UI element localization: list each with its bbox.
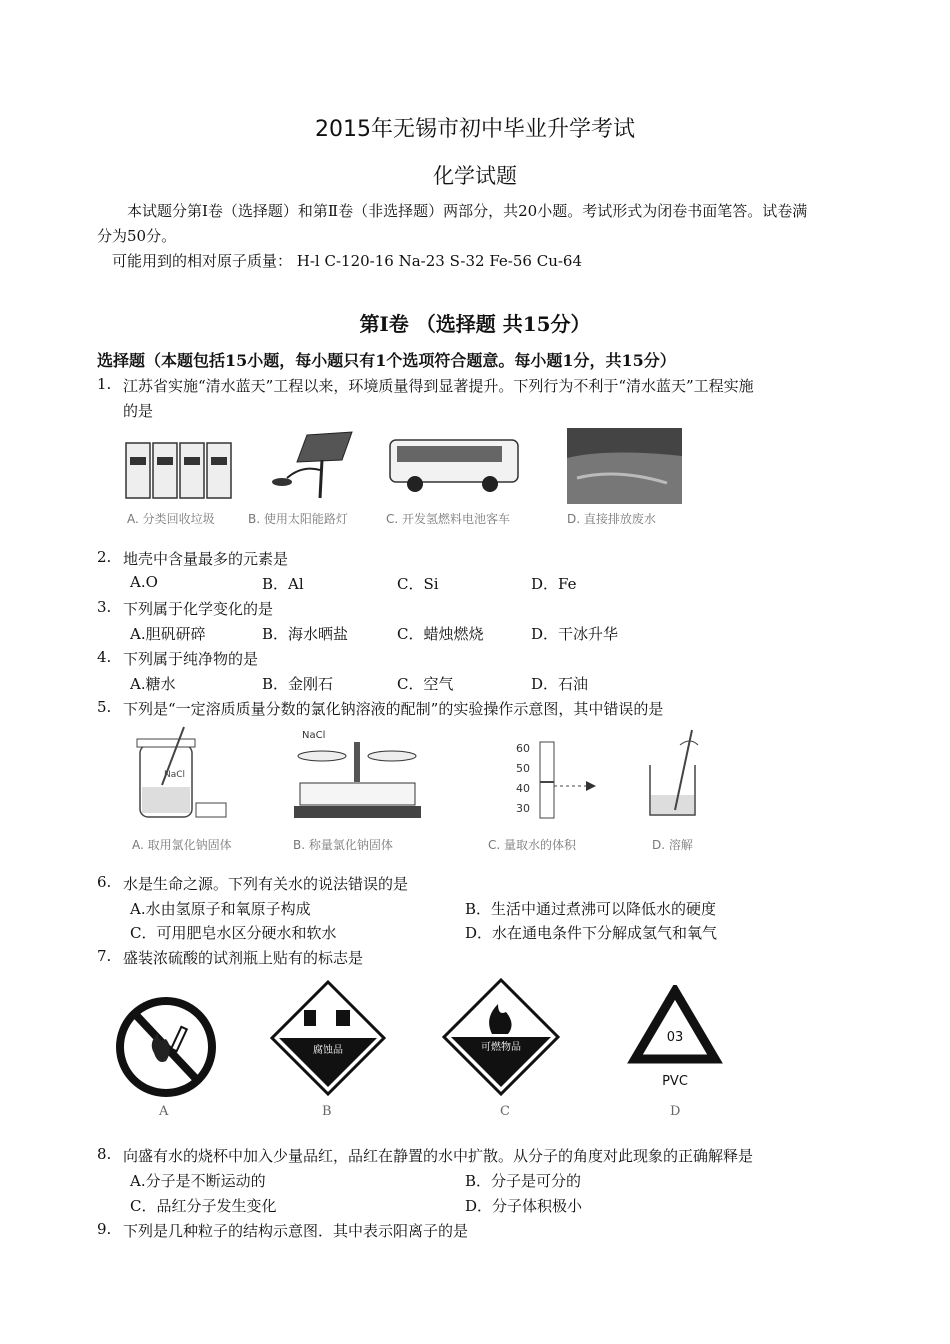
sign-label: D (670, 1104, 681, 1119)
sign-label: B (322, 1104, 332, 1119)
question-number: 8. (97, 1145, 112, 1163)
question-number: 3. (97, 598, 112, 616)
subject-title: 化学试题 (433, 164, 517, 188)
question-number: 6. (97, 873, 112, 891)
hydrogen-bus-image (385, 432, 525, 497)
sign-text: 可燃物品 (481, 1042, 521, 1053)
image-caption: A. 取用氯化钠固体 (132, 838, 232, 852)
recycle-text: PVC (662, 1074, 688, 1089)
wastewater-image (567, 428, 682, 504)
corrosive-sign-icon (270, 980, 386, 1096)
question-text: 下列属于化学变化的是 (123, 600, 274, 618)
question-text: 地壳中含量最多的元素是 (123, 550, 289, 568)
option-d: D．水在通电条件下分解成氢气和氧气 (465, 924, 718, 942)
option-c: C．蜡烛燃烧 (397, 625, 484, 643)
option-a: A.O (130, 573, 158, 591)
image-caption: B. 使用太阳能路灯 (248, 512, 348, 526)
jar-with-spoon-image (132, 725, 232, 825)
question-number: 2. (97, 548, 112, 566)
image-caption: A. 分类回收垃圾 (127, 512, 215, 526)
option-d: D．干冰升华 (531, 625, 619, 643)
solar-street-lamp-image (262, 430, 357, 500)
recycling-bins-image (123, 435, 238, 505)
balance-label: NaCl (302, 730, 326, 741)
question-text: 向盛有水的烧杯中加入少量品红，品红在静置的水中扩散。从分子的角度对此现象的正确解释是 (123, 1147, 754, 1165)
option-a: A.分子是不断运动的 (130, 1172, 266, 1190)
image-caption: B. 称量氯化钠固体 (293, 838, 393, 852)
image-caption: D. 直接排放废水 (567, 512, 656, 526)
question-text: 下列属于纯净物的是 (123, 650, 259, 668)
exam-title: 2015年无锡市初中毕业升学考试 (315, 117, 635, 142)
option-c: C．Si (397, 575, 439, 593)
image-caption: C. 量取水的体积 (488, 838, 577, 852)
option-a: A.水由氢原子和氧原子构成 (130, 900, 311, 918)
option-d: D．Fe (531, 575, 577, 593)
image-caption: C. 开发氢燃料电池客车 (386, 512, 511, 526)
question-text: 下列是“一定溶质质量分数的氯化钠溶液的配制”的实验操作示意图，其中错误的是 (123, 700, 664, 718)
cylinder-tick: 40 (516, 782, 530, 795)
question-number: 5. (97, 698, 112, 716)
jar-label: NaCl (164, 770, 186, 780)
beaker-stirring-image (640, 725, 710, 825)
question-text: 下列是几种粒子的结构示意图．其中表示阳离子的是 (123, 1222, 469, 1240)
no-fire-sign-icon (114, 995, 218, 1099)
option-a: A.糖水 (130, 675, 176, 693)
graduated-cylinder-image (500, 738, 610, 823)
flammable-sign-icon (442, 978, 560, 1096)
option-b: B．分子是可分的 (465, 1172, 582, 1190)
intro-text: 本试题分第Ⅰ卷（选择题）和第Ⅱ卷（非选择题）两部分，共20小题。考试形式为闭卷书面笔答。试卷满 (127, 202, 808, 220)
section-instruction: 选择题（本题包括15小题，每小题只有1个选项符合题意。每小题1分，共15分） (97, 351, 676, 370)
image-caption: D. 溶解 (652, 838, 693, 852)
sign-text: 腐蚀品 (313, 1045, 343, 1056)
option-d: D．石油 (531, 675, 589, 693)
question-text-cont: 的是 (123, 402, 154, 420)
question-text: 盛装浓硫酸的试剂瓶上贴有的标志是 (123, 949, 364, 967)
option-b: B．Al (262, 575, 304, 593)
atomic-masses: 可能用到的相对原子质量： H-l C-120-16 Na-23 S-32 Fe-56 Cu-64 (112, 252, 583, 270)
recycle-code: 03 (666, 1030, 684, 1045)
question-number: 4. (97, 648, 112, 666)
intro-text-cont: 分为50分。 (97, 227, 177, 245)
question-number: 1. (97, 375, 112, 393)
question-number: 7. (97, 947, 112, 965)
question-text: 江苏省实施“清水蓝天”工程以来，环境质量得到显著提升。下列行为不利于“清水蓝天”工程实施 (123, 377, 754, 395)
option-c: C．可用肥皂水区分硬水和软水 (130, 924, 337, 942)
option-c: C．空气 (397, 675, 454, 693)
sign-label: A (159, 1104, 169, 1119)
recycling-pvc-icon (625, 985, 725, 1090)
option-d: D．分子体积极小 (465, 1197, 583, 1215)
option-b: B．生活中通过煮沸可以降低水的硬度 (465, 900, 717, 918)
option-b: B．金刚石 (262, 675, 334, 693)
cylinder-tick: 60 (516, 742, 530, 755)
question-number: 9. (97, 1220, 112, 1238)
cylinder-tick: 30 (516, 802, 530, 815)
option-a: A.胆矾研碎 (130, 625, 206, 643)
cylinder-tick: 50 (516, 762, 530, 775)
option-c: C．品红分子发生变化 (130, 1197, 277, 1215)
question-text: 水是生命之源。下列有关水的说法错误的是 (123, 875, 409, 893)
section-title: 第I卷 （选择题 共15分） (359, 312, 591, 336)
balance-scale-image (290, 728, 425, 823)
sign-label: C (500, 1104, 510, 1119)
option-b: B．海水晒盐 (262, 625, 349, 643)
